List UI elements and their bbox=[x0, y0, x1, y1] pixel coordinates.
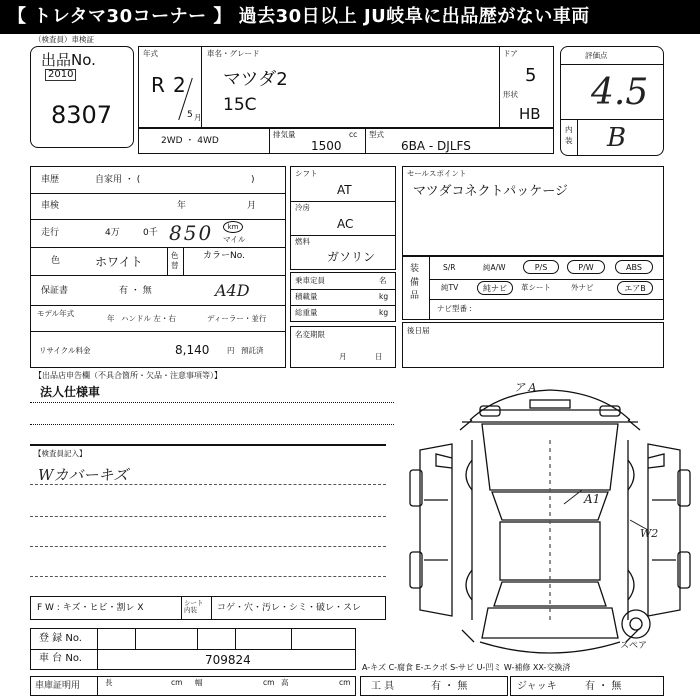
sales-point-label: セールスポイント bbox=[407, 169, 467, 178]
color-no-value: A4D bbox=[215, 281, 250, 300]
color-value: ホワイト bbox=[95, 255, 143, 269]
header-note: （検査員）車検証 bbox=[34, 35, 94, 44]
type-value: 6BA - DJLFS bbox=[401, 139, 471, 153]
mileage-sen: 0千 bbox=[143, 228, 158, 238]
name-change-day: 日 bbox=[375, 352, 383, 361]
history-label: 車歴 bbox=[41, 175, 60, 185]
cert-length-label: 長 bbox=[105, 678, 113, 687]
load-label: 積載量 bbox=[295, 292, 318, 301]
drivetrain-block bbox=[290, 166, 396, 270]
equip-aftermarket-navi: 外ナビ bbox=[571, 283, 594, 292]
sales-point-block bbox=[402, 166, 664, 256]
info-block bbox=[30, 166, 286, 368]
recycle-label: リサイクル料金 bbox=[39, 346, 91, 355]
shape-label: 形状 bbox=[503, 90, 518, 99]
equip-alloy-wheels: 純A/W bbox=[483, 263, 506, 272]
mileage-man: 4万 bbox=[105, 228, 120, 238]
inspector-label: 【検査員記入】 bbox=[34, 449, 87, 458]
gross-unit: kg bbox=[379, 308, 389, 317]
mileage-km-unit: km bbox=[223, 221, 243, 233]
ac-value: AC bbox=[337, 217, 354, 231]
equip-power-windows: P/W bbox=[567, 260, 605, 274]
inspector-remark: Wカバーキズ bbox=[38, 466, 129, 484]
equip-genuine-navi: 純ナビ bbox=[477, 281, 513, 295]
cert-width-label: 幅 bbox=[195, 678, 203, 687]
mileage-mile-unit: マイル bbox=[223, 235, 246, 244]
type-label: 型式 bbox=[369, 130, 384, 139]
jack-label: ジャッキ bbox=[517, 681, 557, 692]
sales-point-value: マツダコネクトパッケージ bbox=[413, 184, 568, 199]
shift-value: AT bbox=[337, 183, 352, 197]
registration-block bbox=[30, 628, 356, 670]
lot-stamp: 2010 bbox=[45, 69, 76, 81]
notes-label: 後日届 bbox=[407, 326, 430, 335]
ac-label: 冷房 bbox=[295, 203, 310, 212]
history-value: 自家用 ・ ( bbox=[95, 175, 141, 185]
lot-number: 8307 bbox=[51, 101, 113, 129]
capacity-block bbox=[290, 272, 396, 322]
color-change-label: 色替 bbox=[171, 251, 179, 270]
chassis-label: 車 台 No. bbox=[39, 653, 82, 664]
interior-label: 内装 bbox=[565, 125, 573, 145]
interior-value: B bbox=[607, 123, 627, 153]
chassis-number: 709824 bbox=[205, 653, 251, 667]
year-era: R bbox=[151, 73, 165, 97]
year-label: 年式 bbox=[143, 49, 158, 58]
tools-value: 有 ・ 無 bbox=[431, 681, 468, 692]
notes-block bbox=[402, 322, 664, 368]
diagram-a1-mark: A1 bbox=[584, 492, 601, 506]
doors-value: 5 bbox=[525, 65, 537, 86]
capacity-label: 乗車定員 bbox=[295, 276, 325, 285]
score-label: 評価点 bbox=[585, 51, 608, 60]
equip-tv: 純TV bbox=[441, 283, 459, 292]
diagram-front-mark: ア A bbox=[514, 381, 537, 394]
seat-label: シート内装 bbox=[184, 599, 204, 615]
cert-height-label: 高 bbox=[281, 678, 289, 687]
name-change-label: 名変期限 bbox=[295, 330, 325, 339]
tools-box bbox=[360, 676, 508, 696]
handle-side: ハンドル 左・右 bbox=[121, 314, 176, 323]
page-banner: 【 トレタマ30コーナー 】 過去30日以上 JU岐阜に出品歴がない車両 bbox=[0, 0, 700, 34]
load-unit: kg bbox=[379, 292, 389, 301]
history-close: ) bbox=[251, 175, 255, 185]
shape-value: HB bbox=[519, 105, 541, 123]
spare-label: スペア bbox=[620, 641, 648, 651]
name-change-month: 月 bbox=[339, 352, 347, 361]
capacity-unit: 名 bbox=[379, 276, 387, 285]
model-year-label: モデル年式 bbox=[37, 309, 75, 318]
inspection-month: 月 bbox=[247, 201, 257, 211]
score-value: 4.5 bbox=[591, 72, 649, 113]
shift-label: シフト bbox=[295, 169, 318, 178]
doors-label: ドア bbox=[503, 49, 518, 58]
garage-cert-block bbox=[30, 676, 356, 696]
inspection-label: 車検 bbox=[41, 201, 60, 211]
tools-label: 工 具 bbox=[371, 681, 395, 692]
model-year-unit: 年 bbox=[107, 314, 115, 323]
displacement-unit: cc bbox=[349, 130, 358, 139]
model-label: 車名・グレード bbox=[207, 49, 260, 58]
diagram-w2-mark: W2 bbox=[640, 527, 659, 540]
equip-airbag: エアB bbox=[617, 281, 653, 295]
lot-box bbox=[30, 46, 134, 148]
registration-label: 登 録 No. bbox=[39, 633, 82, 644]
recycle-deposited: 預託済 bbox=[241, 346, 264, 355]
jack-box bbox=[510, 676, 664, 696]
dealer-type: ディーラー・並行 bbox=[207, 314, 267, 323]
inspector-block bbox=[30, 444, 386, 596]
color-no-label: カラーNo. bbox=[203, 251, 245, 261]
warranty-value: 有 ・ 無 bbox=[119, 286, 152, 296]
mileage-handwritten: 850 bbox=[169, 221, 214, 245]
equip-abs: ABS bbox=[615, 260, 653, 274]
recycle-value: 8,140 bbox=[175, 343, 210, 357]
cert-length-unit: cm bbox=[171, 678, 183, 687]
year-month: 5 bbox=[187, 110, 193, 120]
recycle-unit: 円 bbox=[227, 346, 235, 355]
fuel-label: 燃料 bbox=[295, 237, 310, 246]
mileage-label: 走行 bbox=[41, 228, 60, 238]
equip-power-steering: P/S bbox=[523, 260, 559, 274]
cert-width-unit: cm bbox=[263, 678, 275, 687]
garage-cert-label: 車庫証明用 bbox=[35, 681, 81, 691]
equipment-label: 装備品 bbox=[410, 264, 420, 301]
fw-remarks: F W : キズ・ヒビ・割レ X bbox=[37, 603, 144, 613]
year-value: 2 bbox=[173, 73, 186, 97]
score-box bbox=[560, 46, 664, 156]
equip-leather-seat: 革シート bbox=[521, 283, 551, 292]
inspection-year: 年 bbox=[177, 201, 187, 211]
year-month-unit: 月 bbox=[194, 113, 202, 122]
model-name: マツダ2 bbox=[223, 69, 288, 90]
damage-legend: A-キズ C-腐食 E-エクボ S-サビ U-凹ミ W-補修 XX-交換済 bbox=[362, 663, 571, 672]
lot-label: 出品No. bbox=[41, 51, 96, 69]
car-diagram bbox=[400, 380, 700, 660]
color-label: 色 bbox=[51, 256, 61, 266]
vehicle-header bbox=[138, 46, 554, 128]
name-change-block bbox=[290, 326, 396, 368]
displacement-value: 1500 bbox=[311, 139, 342, 153]
jack-value: 有 ・ 無 bbox=[585, 681, 622, 692]
spec-row bbox=[138, 128, 554, 154]
fuel-value: ガソリン bbox=[327, 250, 376, 264]
navi-model-label: ナビ型番 : bbox=[437, 304, 472, 313]
equipment-block bbox=[402, 256, 664, 320]
interior-row bbox=[30, 596, 386, 620]
displacement-label: 排気量 bbox=[273, 130, 296, 139]
exhibitor-label: 【出品店申告欄（不具合箇所・欠品・注意事項等）】 bbox=[34, 371, 222, 380]
exhibitor-value: 法人仕様車 bbox=[40, 385, 101, 399]
seat-remarks: コゲ・穴・汚レ・シミ・破レ・スレ bbox=[217, 603, 362, 613]
equip-sunroof: S/R bbox=[443, 263, 456, 272]
model-grade: 15C bbox=[223, 95, 257, 115]
gross-label: 総重量 bbox=[295, 308, 318, 317]
drive-type: 2WD ・ 4WD bbox=[161, 136, 219, 146]
warranty-label: 保証書 bbox=[41, 286, 69, 296]
cert-height-unit: cm bbox=[339, 678, 351, 687]
